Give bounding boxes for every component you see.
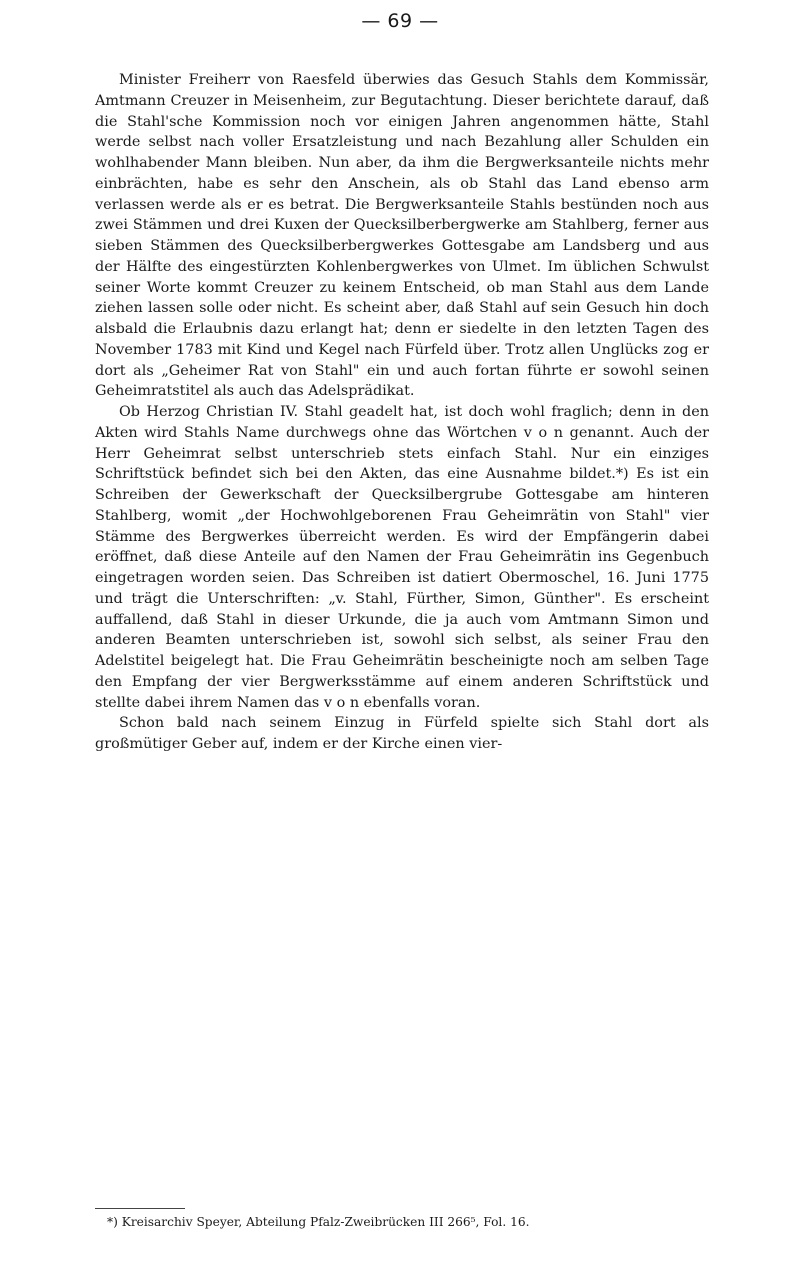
footnote-divider (95, 1208, 185, 1209)
paragraph: Minister Freiherr von Raesfeld überwies das Gesuch Stahls dem Kommissär, Amtmann Creuzer in Meisenheim, zur Begutachtung. Dieser berichtete darauf, daß die Stahl'sche Kommission noch vor einigen Jahren angenommen hätte, Stahl werde selbst nach voller Ersatzleistung und nach Bezahlung aller Schulden ein wohlhabender Mann bleiben. Nun aber, da ihm die Bergwerksanteile nichts mehr einbrächten, habe es sehr den Anschein, als ob Stahl das Land ebenso arm verlassen werde als er es betrat. Die Bergwerksanteile Stahls bestünden noch aus zwei Stämmen und drei Kuxen der Quecksilberbergwerke am Stahlberg, ferner aus sieben Stämmen des Quecksilberbergwerkes Gottesgabe am Landsberg und aus der Hälfte des eingestürzten Kohlenbergwerkes von Ulmet. Im üblichen Schwulst seiner Worte kommt Creuzer zu keinem Entscheid, ob man Stahl aus dem Lande ziehen lassen solle oder nicht. Es scheint aber, daß Stahl auf sein Gesuch hin doch alsbald die Erlaubnis dazu erlangt hat; denn er siedelte in den letzten Tagen des November 1783 mit Kind und Kegel nach Fürfeld über. Trotz allen Unglücks zog er dort als „Geheimer Rat von Stahl" ein und auch fortan führte er sowohl seinen Geheimratstitel als auch das Adelsprädikat. (95, 72, 709, 400)
page-number: — 69 — (361, 10, 439, 32)
footnote-text: Kreisarchiv Speyer, Abteilung Pfalz-Zweibrücken III 266⁵, Fol. 16. (121, 1215, 530, 1229)
paragraph: Ob Herzog Christian IV. Stahl geadelt hat, ist doch wohl fraglich; denn in den Akten wird Stahls Name durchwegs ohne das Wörtchen v o n genannt. Auch der Herr Geheimrat selbst unterschrieb stets einfach Stahl. Nur ein einziges Schriftstück befindet sich bei den Akten, das eine Ausnahme bildet.*) Es ist ein Schreiben der Gewerkschaft der Quecksilbergrube Gottesgabe am hinteren Stahlberg, womit „der Hochwohlgeborenen Frau Geheimrätin von Stahl" vier Stämme des Bergwerkes überreicht werden. Es wird der Empfängerin dabei eröffnet, daß diese Anteile auf den Namen der Frau Geheimrätin ins Gegenbuch eingetragen worden seien. Das Schreiben ist datiert Obermoschel, 16. Juni 1775 und trägt die Unterschriften: „v. Stahl, Fürther, Simon, Günther". Es erscheint auffallend, daß Stahl in dieser Urkunde, die ja auch vom Amtmann Simon und anderen Beamten unterschrieben ist, sowohl sich selbst, als seiner Frau den Adelstitel beigelegt hat. Die Frau Geheimrätin bescheinigte noch am selben Tage den Empfang der vier Bergwerksstämme auf einem anderen Schriftstück und stellte dabei ihrem Namen das v o n ebenfalls voran. (95, 404, 709, 711)
paragraph: Schon bald nach seinem Einzug in Fürfeld spielte sich Stahl dort als großmütiger Geber auf, indem er der Kirche einen vier- (95, 715, 709, 752)
body-text (95, 70, 709, 755)
footnote (95, 1214, 709, 1231)
footnote-mark: *) (107, 1215, 118, 1229)
